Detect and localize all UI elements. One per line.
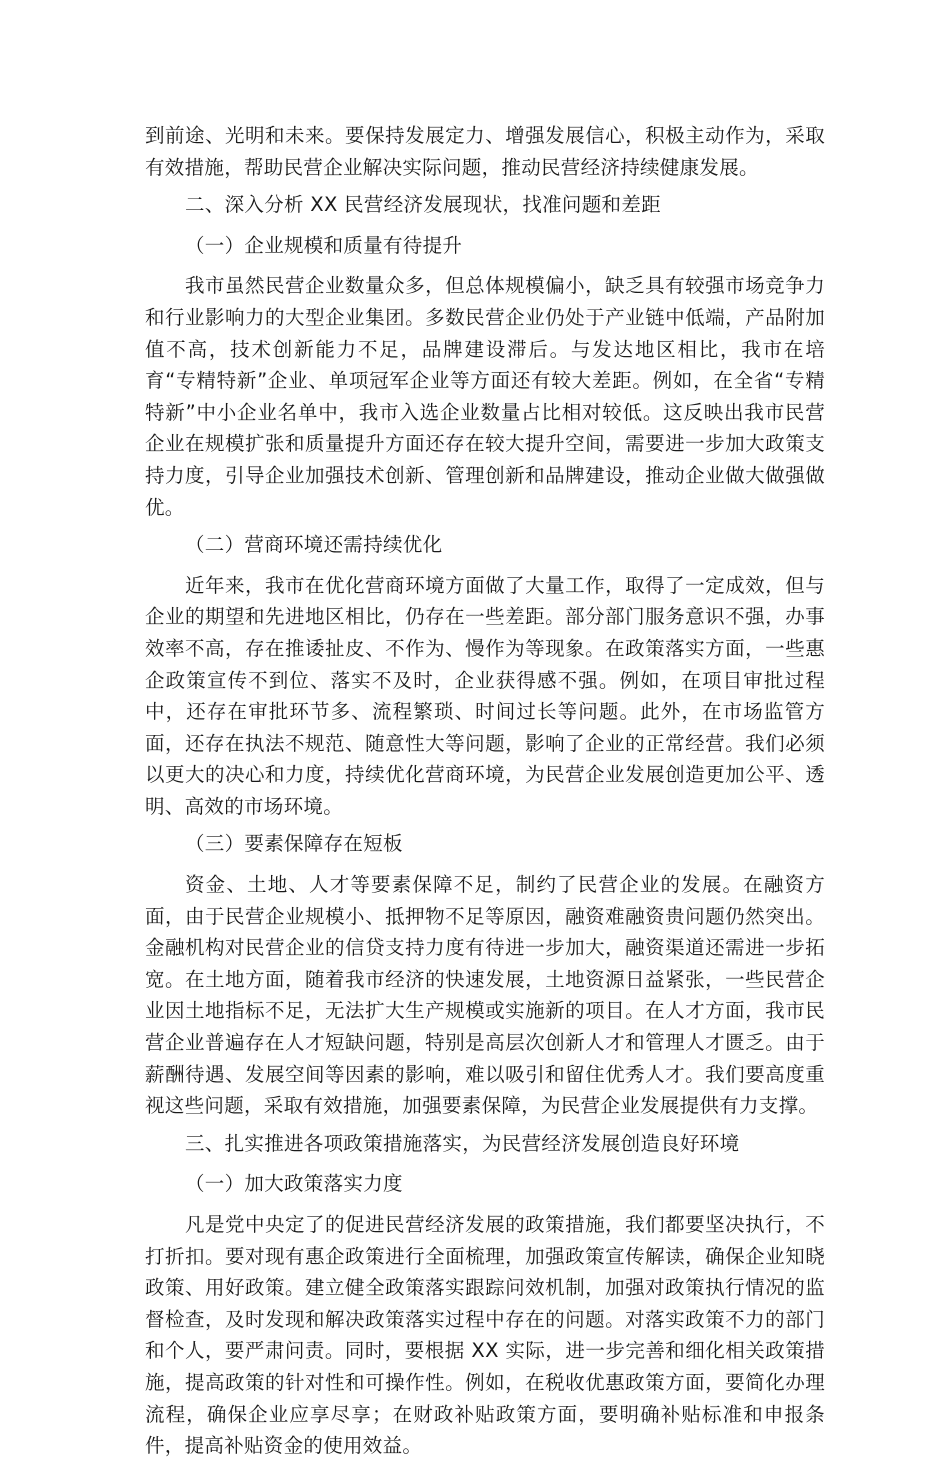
section-2-3-body: 资金、土地、人才等要素保障不足，制约了民营企业的发展。在融资方面，由于民营企业规模小、抵押物不足等原因，融资难融资贵问题仍然突出。金融机构对民营企业的信贷支持力度有待进一步加大，融资渠道还需进一步拓宽。在土地方面，随着我市经济的快速发展，土地资源日益紧张，一些民营企业因土地指标不足，无法扩大生产规模或实施新的项目。在人才方面，我市民营企业普遍存在人才短缺问题，特别是高层次创新人才和管理人才匮乏。由于薪酬待遇、发展空间等因素的影响，难以吸引和留住优秀人才。我们要高度重视这些问题，采取有效措施，加强要素保障，为民营企业发展提供有力支撑。 <box>145 873 825 1118</box>
section-3-1-body: 凡是党中央定了的促进民营经济发展的政策措施，我们都要坚决执行，不打折扣。要对现有惠企政策进行全面梳理，加强政策宣传解读，确保企业知晓政策、用好政策。建立健全政策落实跟踪问效机制，加强对政策执行情况的监督检查，及时发现和解决政策落实过程中存在的问题。对落实政策不力的部门和个人，要严肃问责。同时，要根据 XX 实际，进一步完善和细化相关政策措施，提高政策的针对性和可操作性。例如，在税收优惠政策方面，要简化办理流程，确保企业应享尽享；在财政补贴政策方面，要明确补贴标准和申报条件，提高补贴资金的使用效益。 <box>145 1213 825 1458</box>
document-page <box>145 120 825 1468</box>
section-2-1-heading: （一）企业规模和质量有待提升 <box>185 233 463 257</box>
section-3-1-heading: （一）加大政策落实力度 <box>185 1172 403 1196</box>
section-2-2-body: 近年来，我市在优化营商环境方面做了大量工作，取得了一定成效，但与企业的期望和先进地区相比，仍存在一些差距。部分部门服务意识不强，办事效率不高，存在推诿扯皮、不作为、慢作为等现象。在政策落实方面，一些惠企政策宣传不到位、落实不及时，企业获得感不强。例如，在项目审批过程中，还存在审批环节多、流程繁琐、时间过长等问题。此外，在市场监管方面，还存在执法不规范、随意性大等问题，影响了企业的正常经营。我们必须以更大的决心和力度，持续优化营商环境，为民营企业发展创造更加公平、透明、高效的市场环境。 <box>145 573 825 818</box>
section-2-2-heading: （二）营商环境还需持续优化 <box>185 533 443 557</box>
section-2-1-body: 我市虽然民营企业数量众多，但总体规模偏小，缺乏具有较强市场竞争力和行业影响力的大型企业集团。多数民营企业仍处于产业链中低端，产品附加值不高，技术创新能力不足，品牌建设滞后。与发达地区相比，我市在培育“专精特新”企业、单项冠军企业等方面还有较大差距。例如，在全省“专精特新”中小企业名单中，我市入选企业数量占比相对较低。这反映出我市民营企业在规模扩张和质量提升方面还存在较大提升空间，需要进一步加大政策支持力度，引导企业加强技术创新、管理创新和品牌建设，推动企业做大做强做优。 <box>145 274 825 519</box>
paragraph-intro-continuation: 到前途、光明和未来。要保持发展定力、增强发展信心，积极主动作为，采取有效措施，帮助民营企业解决实际问题，推动民营经济持续健康发展。 <box>145 124 825 179</box>
section-2-3-heading: （三）要素保障存在短板 <box>185 832 403 856</box>
section-2-heading: 二、深入分析 XX 民营经济发展现状，找准问题和差距 <box>185 193 661 217</box>
section-3-heading: 三、扎实推进各项政策措施落实，为民营经济发展创造良好环境 <box>185 1131 740 1155</box>
